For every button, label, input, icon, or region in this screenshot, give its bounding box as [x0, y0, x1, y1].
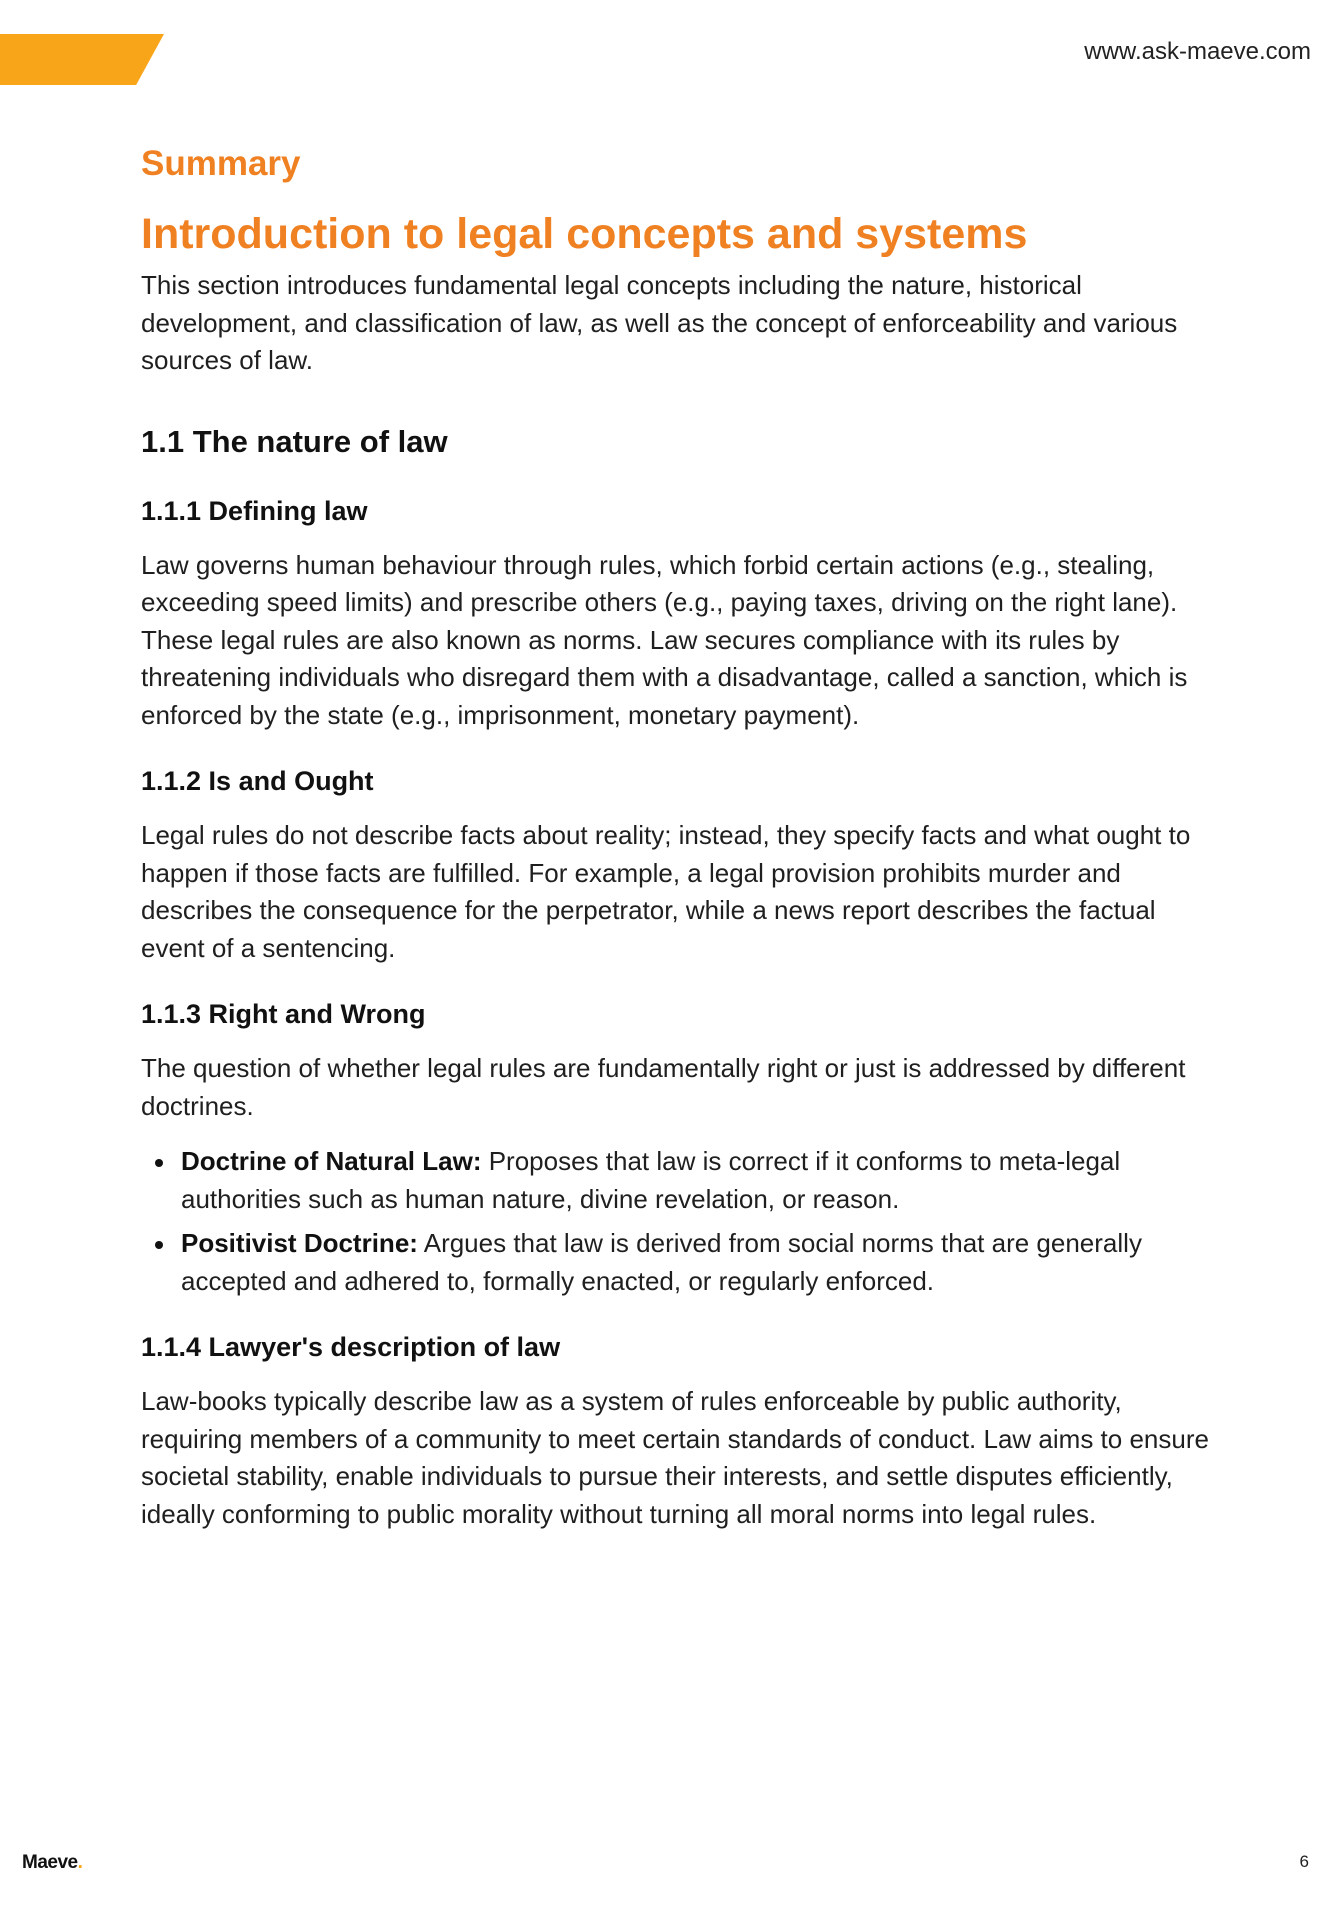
logo-text: Maeve: [22, 1852, 78, 1873]
maeve-logo: [22, 1852, 82, 1874]
bullet-term: Doctrine of Natural Law:: [181, 1146, 482, 1177]
subsection-is-and-ought: [141, 766, 1211, 967]
subsection-heading: 1.1.2 Is and Ought: [141, 766, 374, 797]
intro-paragraph: This section introduces fundamental legal concepts including the nature, historical development, and classification of law, as well as the concept of enforceability and various sources of law.: [141, 270, 1178, 376]
subsection-body: Legal rules do not describe facts about reality; instead, they specify facts and what ought to happen if those facts are fulfilled. For example, a legal provision prohibits murder and describes the consequence for the perpetrator, while a news report describes the factual event of a sentencing.: [141, 820, 1191, 963]
subsection-right-and-wrong: [141, 999, 1211, 1300]
subsection-heading: 1.1.4 Lawyer's description of law: [141, 1332, 561, 1363]
subsection-body: Law-books typically describe law as a system of rules enforceable by public authority, requiring members of a community to meet certain standards of conduct. Law aims to ensure societal stability, enable individuals to pursue their interests, and settle disputes efficiently, ideally conforming to public morality without turning all moral norms into legal rules.: [141, 1386, 1209, 1529]
subsection-lawyers-description: [141, 1332, 1211, 1533]
bullet-text: Argues that law is derived from social norms that are generally accepted and adhered to, formally enacted, or regularly enforced.: [181, 1228, 1142, 1296]
subsection-body: Law governs human behaviour through rules, which forbid certain actions (e.g., stealing, exceeding speed limits) and prescribe others (e.g., paying taxes, driving on the right lane). These legal rules are also known as norms. Law secures compliance with its rules by threatening individuals who disregard them with a disadvantage, called a sanction, which is enforced by the state (e.g., imprisonment, monetary payment).: [141, 549, 1188, 730]
logo-dot: .: [77, 1852, 83, 1873]
subsection-defining-law: [141, 496, 1211, 735]
subsection-heading: 1.1.1 Defining law: [141, 495, 368, 526]
subsection-heading: 1.1.3 Right and Wrong: [141, 999, 426, 1030]
summary-label: Summary: [141, 144, 301, 183]
corner-accent-tab: [0, 34, 164, 85]
main-content: [141, 144, 1211, 1565]
page-title: Introduction to legal concepts and systems: [141, 210, 1028, 258]
list-item: [181, 1143, 1211, 1218]
site-url: www.ask-maeve.com: [1084, 38, 1311, 65]
bullet-term: Positivist Doctrine:: [181, 1228, 418, 1259]
section-heading: 1.1 The nature of law: [141, 423, 448, 459]
list-item: [181, 1225, 1211, 1300]
subsection-body: The question of whether legal rules are fundamentally right or just is addressed by different doctrines.: [141, 1053, 1186, 1121]
page-number: 6: [1299, 1852, 1309, 1871]
doctrines-list: [141, 1143, 1211, 1300]
bullet-text: Proposes that law is correct if it conforms to meta-legal authorities such as human nature, divine revelation, or reason.: [181, 1146, 1121, 1214]
